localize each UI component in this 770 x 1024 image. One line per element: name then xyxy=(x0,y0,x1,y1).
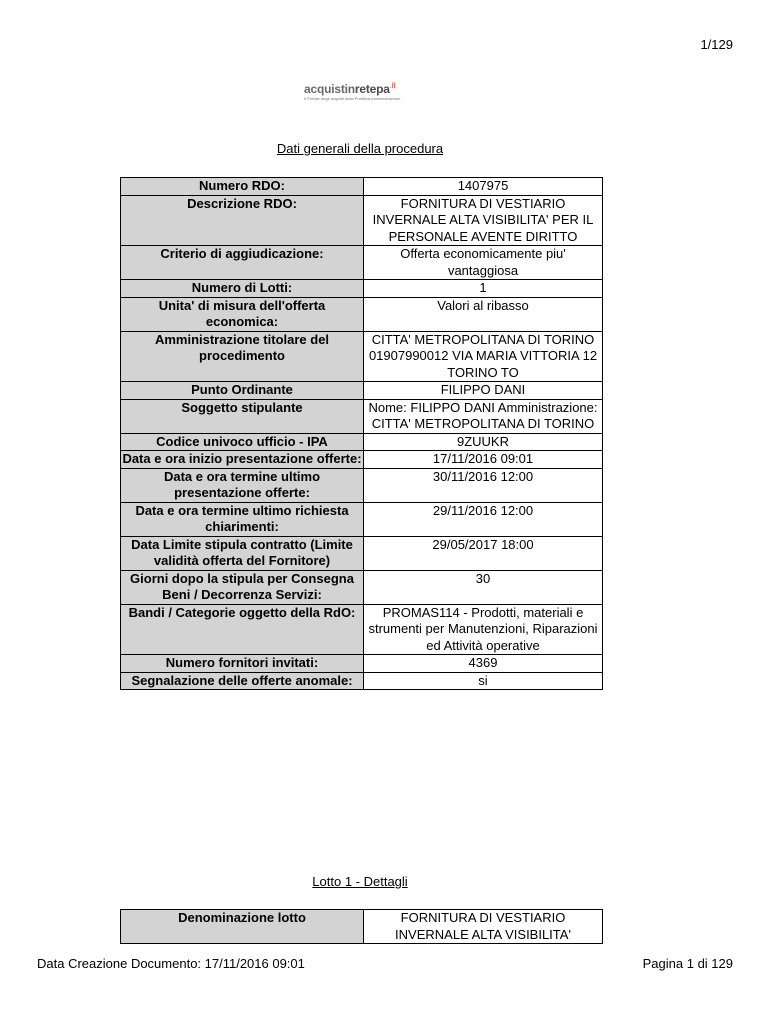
field-value: 30/11/2016 12:00 xyxy=(364,468,603,502)
field-value: FORNITURA DI VESTIARIO INVERNALE ALTA VISIBILITA' PER IL PERSONALE AVENTE DIRITTO xyxy=(364,195,603,246)
table-row xyxy=(121,433,603,451)
field-label: Bandi / Categorie oggetto della RdO: xyxy=(121,604,364,655)
field-label: Data Limite stipula contratto (Limite validità offerta del Fornitore) xyxy=(121,536,364,570)
table-row xyxy=(121,672,603,690)
field-label: Soggetto stipulante xyxy=(121,399,364,433)
logo-wordmark: acquistinretepa$^{.it}$ xyxy=(304,81,396,96)
field-label: Amministrazione titolare del procedimento xyxy=(121,331,364,382)
field-value: Offerta economicamente piu' vantaggiosa xyxy=(364,246,603,280)
field-label: Segnalazione delle offerte anomale: xyxy=(121,672,364,690)
field-value: CITTA' METROPOLITANA DI TORINO 01907990012 VIA MARIA VITTORIA 12 TORINO TO xyxy=(364,331,603,382)
field-value: si xyxy=(364,672,603,690)
field-label: Numero fornitori invitati: xyxy=(121,655,364,673)
logo xyxy=(304,80,454,101)
field-value: 4369 xyxy=(364,655,603,673)
field-label: Descrizione RDO: xyxy=(121,195,364,246)
table-row xyxy=(121,655,603,673)
field-value: 29/05/2017 18:00 xyxy=(364,536,603,570)
field-value: 30 xyxy=(364,570,603,604)
field-value: 1 xyxy=(364,280,603,298)
field-label: Numero RDO: xyxy=(121,178,364,196)
table-row xyxy=(121,910,603,944)
field-value: 17/11/2016 09:01 xyxy=(364,451,603,469)
table-row xyxy=(121,280,603,298)
document-creation-date: Data Creazione Documento: 17/11/2016 09:01 xyxy=(37,956,305,971)
table-row xyxy=(121,195,603,246)
field-value: Nome: FILIPPO DANI Amministrazione: CITTA' METROPOLITANA DI TORINO xyxy=(364,399,603,433)
table-row xyxy=(121,399,603,433)
page-counter: 1/129 xyxy=(700,37,733,52)
logo-tagline: Il Portale degli acquisti della Pubblica Amministrazione xyxy=(304,96,401,101)
field-label: Giorni dopo la stipula per Consegna Beni / Decorrenza Servizi: xyxy=(121,570,364,604)
table-row xyxy=(121,604,603,655)
table-row xyxy=(121,468,603,502)
table-row xyxy=(121,331,603,382)
lot-details-table xyxy=(120,909,603,944)
field-value: PROMAS114 - Prodotti, materiali e strumenti per Manutenzioni, Riparazioni ed Attività operative xyxy=(364,604,603,655)
field-label: Unita' di misura dell'offerta economica: xyxy=(121,297,364,331)
field-label: Denominazione lotto xyxy=(121,910,364,944)
pagination: Pagina 1 di 129 xyxy=(642,956,733,971)
field-label: Criterio di aggiudicazione: xyxy=(121,246,364,280)
field-value: 9ZUUKR xyxy=(364,433,603,451)
field-value: 29/11/2016 12:00 xyxy=(364,502,603,536)
table-row xyxy=(121,570,603,604)
table-row xyxy=(121,382,603,400)
field-label: Data e ora termine ultimo presentazione offerte: xyxy=(121,468,364,502)
section-title-lot: Lotto 1 - Dettagli xyxy=(312,874,408,889)
field-value: 1407975 xyxy=(364,178,603,196)
field-label: Punto Ordinante xyxy=(121,382,364,400)
field-label: Numero di Lotti: xyxy=(121,280,364,298)
table-row xyxy=(121,297,603,331)
field-value: FILIPPO DANI xyxy=(364,382,603,400)
field-value: FORNITURA DI VESTIARIO INVERNALE ALTA VISIBILITA' xyxy=(364,910,603,944)
table-row xyxy=(121,502,603,536)
section-title-general: Dati generali della procedura xyxy=(276,141,444,156)
table-row xyxy=(121,178,603,196)
table-row xyxy=(121,246,603,280)
lot-details-clip xyxy=(120,909,604,945)
field-label: Codice univoco ufficio - IPA xyxy=(121,433,364,451)
field-label: Data e ora inizio presentazione offerte: xyxy=(122,451,362,466)
table-row xyxy=(121,536,603,570)
field-label: Data e ora termine ultimo richiesta chiarimenti: xyxy=(121,502,364,536)
field-value: Valori al ribasso xyxy=(364,297,603,331)
table-row xyxy=(121,451,603,469)
general-data-table xyxy=(120,177,603,690)
